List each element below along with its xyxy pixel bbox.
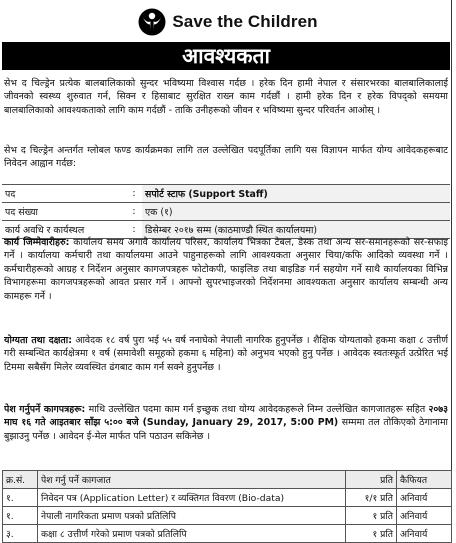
logo bbox=[0, 4, 456, 40]
objective-paragraph: सेभ द चिल्ड्रेन अन्तर्गत ग्लोबल फण्ड कार्यक्रमका लागि तल उल्लेखित पदपूर्तिका लागि यस विज्ञापन मार्फत योग्य आवेदकहरूबाट निवेदन आह्वान गर्दछ: bbox=[4, 145, 448, 170]
count-value: एक (१) bbox=[142, 203, 450, 221]
separator: : bbox=[126, 185, 142, 203]
table-row bbox=[3, 489, 452, 507]
document-name: निवेदन पत्र (Application Letter) र व्यक्तिगत विवरण (Bio-data) bbox=[38, 489, 346, 507]
copies: १ प्रति bbox=[346, 525, 397, 543]
duties-paragraph bbox=[4, 236, 448, 332]
duration-value: डिसेम्बर २०१७ सम्म (काठमाण्डौ स्थित कार्यालयमा) bbox=[142, 221, 450, 239]
column-header-remarks: कैफियत bbox=[397, 471, 452, 489]
table-row bbox=[2, 185, 450, 203]
position-label: पद bbox=[2, 185, 126, 203]
remarks: अनिवार्य bbox=[397, 525, 452, 543]
position-table bbox=[2, 184, 450, 239]
application-heading: पेश गर्नुपर्ने कागपत्रहरू: bbox=[4, 404, 86, 415]
save-the-children-logo-icon bbox=[138, 8, 166, 36]
application-text-end: सम्ममा तल तोकिएको ठेगानामा बुझाउनु पर्नेछ । आवेदन ई-मेल मार्फत पनि पठाउन सकिनेछ । bbox=[4, 417, 448, 442]
duration-label: कार्य अवधि र कार्यस्थल bbox=[2, 221, 126, 239]
qualification-paragraph bbox=[4, 334, 448, 404]
copies: १/१ प्रति bbox=[346, 489, 397, 507]
row-number: ३. bbox=[3, 525, 38, 543]
table-header-row bbox=[3, 471, 452, 489]
column-header-sn: क्र.सं. bbox=[3, 471, 38, 489]
row-number: १. bbox=[3, 489, 38, 507]
table-row bbox=[3, 525, 452, 543]
separator: : bbox=[126, 203, 142, 221]
document-name: नेपाली नागरिकता प्रमाण पत्रको प्रतिलिपि bbox=[38, 507, 346, 525]
intro-paragraph: सेभ द चिल्ड्रेन प्रत्येक बालबालिकाको सुन्दर भविष्यमा विश्वास गर्दछ । हरेक दिन हामी नेपाल र संसारभरका बालबालिकालाई जीवनको स्वस्थ्य शुरुवात गर्न, सिक्न र हिसाबाट सुरक्षित राख्न काम गर्दछौं । हामी हरेक दिन र हरेक विपद्को समयमा बालबालिकाको आवश्यकताको लागि काम गर्दछौं - ताकि उनीहरूको जीवन र भविष्यमा सुन्दर परिवर्तन आओस् । bbox=[4, 78, 448, 116]
duties-text: कार्यालय समय अगावै कार्यालय परिसर, कार्यालय भित्रका टेबल, डेस्क तथा अन्य सर-समानहरूको सर-सफाइ गर्ने । कार्यालया कर्मचारी तथा कार्यालयमा आउने पाहुनाहरूको लागि आवश्यकता अनुसार चिया/कफि आदिको व्यवस्था गर्ने । कर्मचारीहरूको आग्रह र निर्देशन अनुसार कागजपत्रहरू फोटोकपी, फाइलिङ तथा बाइडिङ गर्न सहयोग गर्ने साथै कार्यालयका विभिन्न विभागहरूमा कागजपत्रहरूको आवत प्रसार गर्ने । आफ्नो सुपरभाइजरको निर्देशनमा आवश्यकता अनुसार कार्यालय सम्बन्धी अन्य कामहरू गर्ने । bbox=[4, 237, 448, 302]
duties-heading: कार्य जिम्मेवारीहरु: bbox=[4, 237, 70, 248]
column-header-copies: प्रति bbox=[346, 471, 397, 489]
application-text: माथि उल्लेखित पदमा काम गर्न इच्छुक तथा योग्य आवेदकहरूले निम्न उल्लेखित कागजातहरू सहित bbox=[85, 404, 429, 415]
deadline: २०७३ माघ १६ गते आइतबार साँझ ५:०० बजे (Sunday, January 29, 2017, 5:00 PM) bbox=[4, 404, 448, 429]
application-paragraph bbox=[4, 403, 448, 459]
copies: १ प्रति bbox=[346, 507, 397, 525]
row-number: १. bbox=[3, 507, 38, 525]
org-name: Save the Children bbox=[172, 12, 318, 31]
position-value: सपोर्ट स्टाफ (Support Staff) bbox=[142, 185, 450, 203]
table-row bbox=[2, 203, 450, 221]
documents-table bbox=[2, 470, 452, 543]
separator: : bbox=[126, 221, 142, 239]
qualification-text: आवेदक १८ वर्ष पुरा भई ५५ वर्ष ननाघेको नेपाली नागरिक हुनुपर्नेछ । शैक्षिक योग्यताको हकमा कक्षा ८ उत्तीर्ण गरी सम्बन्धित कार्यक्षेत्रमा १ वर्ष (समावेशी समूहको हकमा ६ महिना) को अनुभव भएको हुनु पर्नेछ । आवेदक स्वतःस्फूर्त उत्प्रेरित भई टिममा सबैसँग मिलेर व्यवस्थित ढंगबाट काम गर्न सक्ने हुनुपर्नेछ । bbox=[4, 335, 448, 373]
column-header-document: पेश गर्नु पर्ने कागजात bbox=[38, 471, 346, 489]
qualification-heading: योग्यता तथा दक्षता: bbox=[4, 335, 72, 346]
count-label: पद संख्या bbox=[2, 203, 126, 221]
document-name: कक्षा ८ उत्तीर्ण गरेको प्रमाण पत्रको प्रतिलिपि bbox=[38, 525, 346, 543]
table-row bbox=[3, 507, 452, 525]
remarks: अनिवार्य bbox=[397, 489, 452, 507]
remarks: अनिवार्य bbox=[397, 507, 452, 525]
page-title-banner: आवश्यकता bbox=[2, 42, 450, 70]
